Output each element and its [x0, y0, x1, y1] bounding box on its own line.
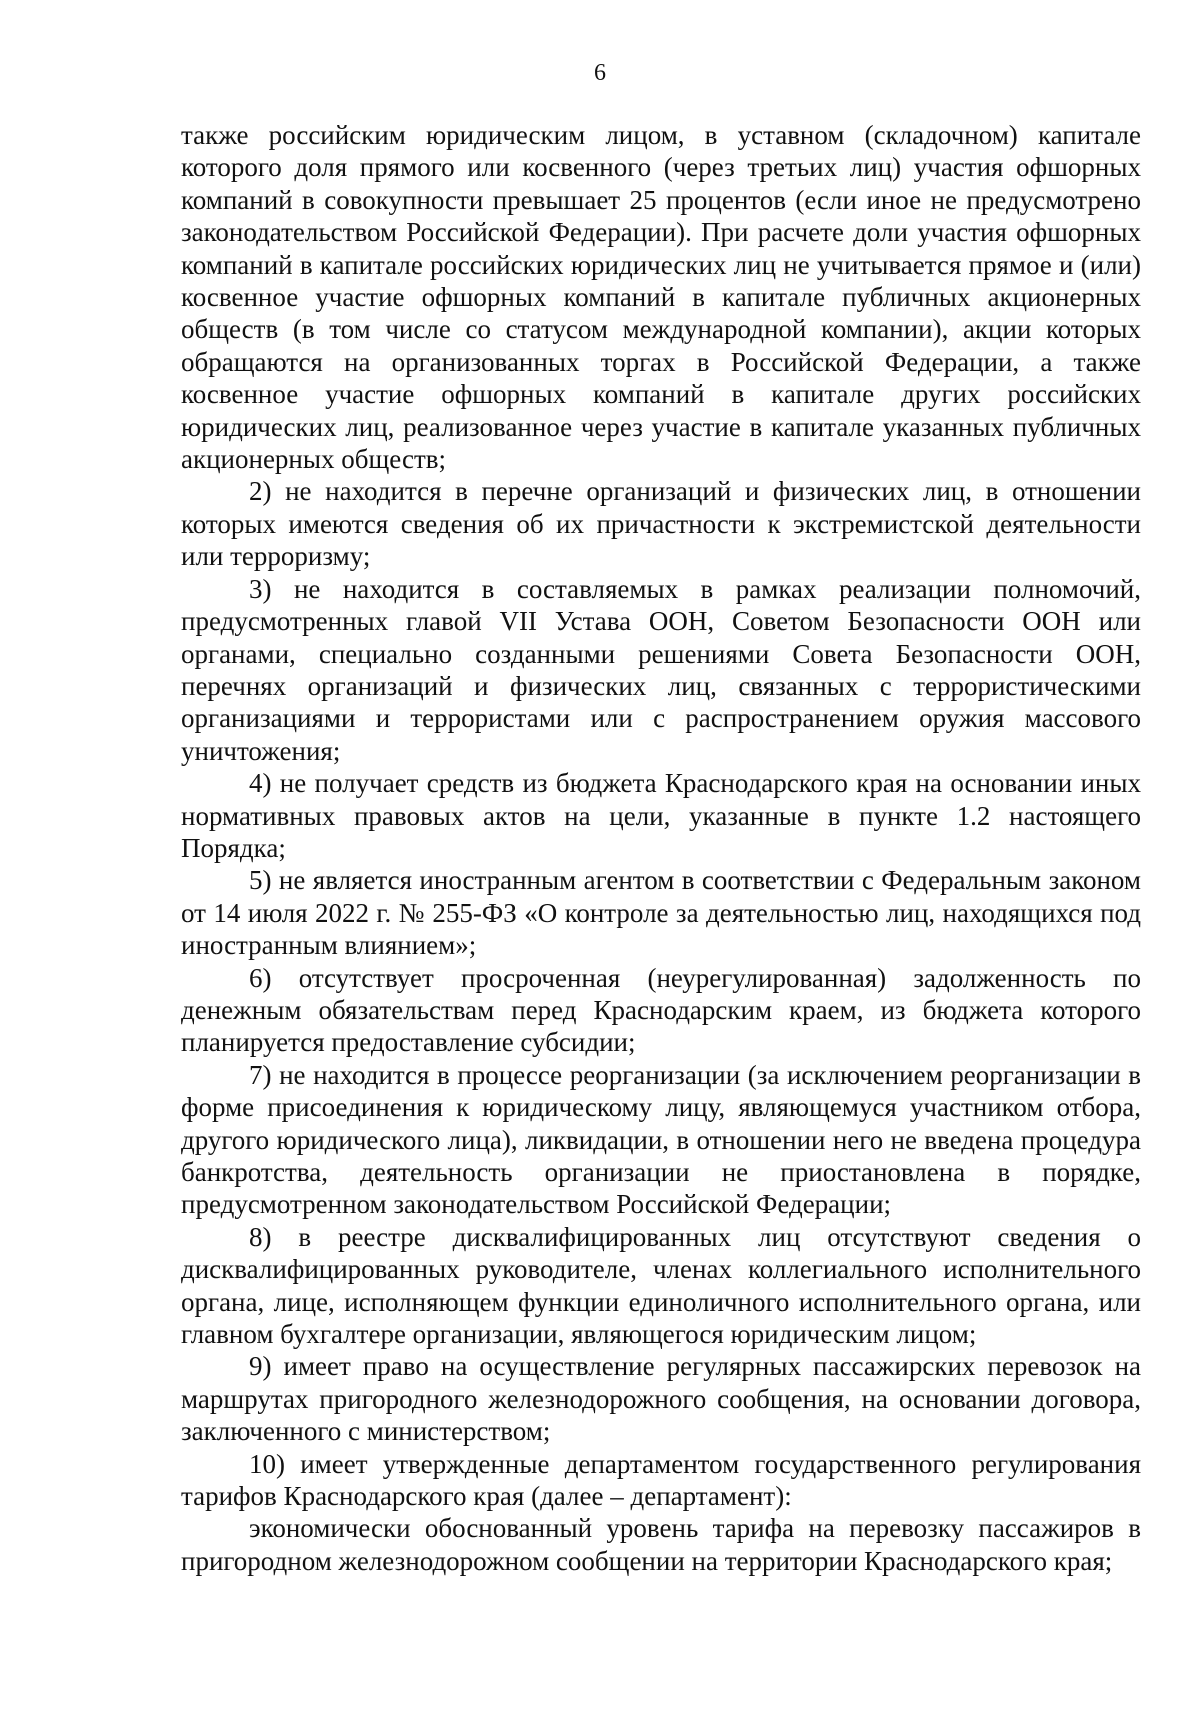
paragraph-item-5: 5) не является иностранным агентом в соответствии с Федеральным законом от 14 июля 2022 г. № 255-ФЗ «О контроле за деятельностью лиц, находящихся под иностранным влиянием»; [181, 865, 1141, 961]
paragraph-item-9: 9) имеет право на осуществление регулярных пассажирских перевозок на маршрутах пригородного железнодорожного сообщения, на основании договора, заключенного с министерством; [181, 1351, 1141, 1447]
page-number: 6 [594, 60, 606, 86]
paragraph-tariff-level: экономически обоснованный уровень тарифа на перевозку пассажиров в пригородном железнодорожном сообщении на территории Краснодарского края; [181, 1513, 1141, 1576]
paragraph-item-8: 8) в реестре дисквалифицированных лиц отсутствуют сведения о дисквалифицированных руководителе, членах коллегиального исполнительного органа, лице, исполняющем функции единоличного исполнительного органа, или главном бухгалтере организации, являющегося юридическим лицом; [181, 1221, 1141, 1350]
paragraph-item-2: 2) не находится в перечне организаций и физических лиц, в отношении которых имеются сведения об их причастности к экстремистской деятельности или терроризму; [181, 476, 1141, 572]
paragraph-continuation: также российским юридическим лицом, в уставном (складочном) капитале которого доля прямого или косвенного (через третьих лиц) участия офшорных компаний в совокупности превышает 25 процентов (если иное не предусмотрено законодательством Российской Федерации). При расчете доли участия офшорных компаний в капитале российских юридических лиц не учитывается прямое и (или) косвенное участие офшорных компаний в капитале публичных акционерных обществ (в том числе со статусом международной компании), акции которых обращаются на организованных торгах в Российской Федерации, а также косвенное участие офшорных компаний в капитале других российских юридических лиц, реализованное через участие в капитале указанных публичных акционерных обществ; [181, 120, 1141, 475]
document-body [181, 119, 1141, 1577]
paragraph-item-7: 7) не находится в процессе реорганизации (за исключением реорганизации в форме присоединения к юридическому лицу, являющемуся участником отбора, другого юридического лица), ликвидации, в отношении него не введена процедура банкротства, деятельность организации не приостановлена в порядке, предусмотренном законодательством Российской Федерации; [181, 1059, 1141, 1220]
paragraph-item-4: 4) не получает средств из бюджета Краснодарского края на основании иных нормативных правовых актов на цели, указанные в пункте 1.2 настоящего Порядка; [181, 768, 1141, 863]
paragraph-item-10: 10) имеет утвержденные департаментом государственного регулирования тарифов Краснодарского края (далее – департамент): [181, 1448, 1141, 1512]
paragraph-item-3: 3) не находится в составляемых в рамках реализации полномочий, предусмотренных главой VII Устава ООН, Советом Безопасности ООН или органами, специально созданными решениями Совета Безопасности ООН, перечнях организаций и физических лиц, связанных с террористическими организациями и террористами или с распространением оружия массового уничтожения; [181, 573, 1141, 766]
paragraph-item-6: 6) отсутствует просроченная (неурегулированная) задолженность по денежным обязательствам перед Краснодарским краем, из бюджета которого планируется предоставление субсидии; [181, 962, 1141, 1058]
